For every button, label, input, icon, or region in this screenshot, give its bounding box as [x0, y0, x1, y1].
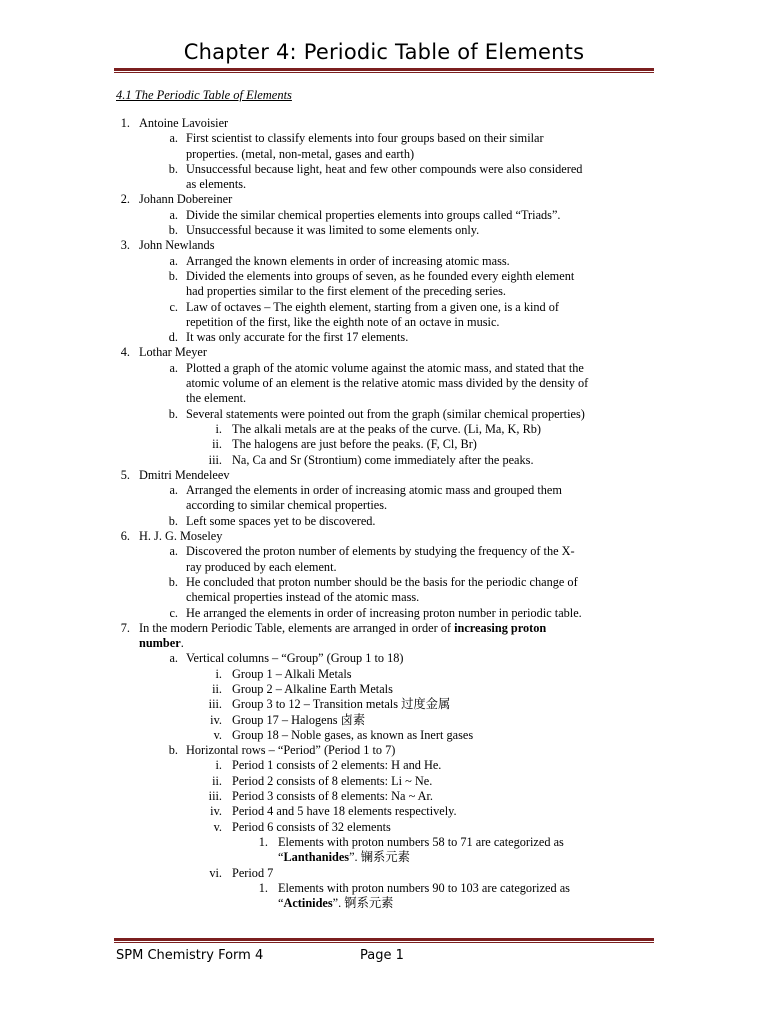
list-marker: a. — [169, 651, 178, 666]
list-text: Left some spaces yet to be discovered. — [186, 513, 376, 528]
list-marker: i. — [215, 758, 222, 773]
list-text: Several statements were pointed out from the graph (similar chemical properties) — [186, 406, 585, 421]
list-text: The halogens are just before the peaks. (F, Cl, Br) — [232, 437, 477, 452]
list-line — [0, 468, 768, 483]
list-text: ray produced by each element. — [186, 559, 337, 574]
list-line — [0, 560, 768, 575]
list-marker: a. — [169, 207, 178, 222]
list-text: Horizontal rows – “Period” (Period 1 to 7) — [186, 743, 396, 758]
list-marker: ii. — [212, 437, 222, 452]
list-text: Group 18 – Noble gases, as known as Inert gases — [232, 727, 474, 742]
list-line — [0, 162, 768, 177]
bold-term: Lanthanides — [283, 850, 350, 865]
list-text: Period 3 consists of 8 elements: Na ~ Ar. — [232, 789, 433, 804]
list-line — [0, 483, 768, 498]
list-line — [0, 850, 768, 865]
list-text: He arranged the elements in order of increasing proton number in periodic table. — [186, 605, 582, 620]
list-text: Dmitri Mendeleev — [139, 467, 230, 482]
list-line — [0, 866, 768, 881]
list-marker: vi. — [209, 865, 222, 880]
list-line — [0, 758, 768, 773]
list-text: chemical properties instead of the atomic mass. — [186, 590, 420, 605]
list-text: Vertical columns – “Group” (Group 1 to 18) — [186, 651, 404, 666]
list-marker: 7. — [120, 620, 130, 635]
page-title: Chapter 4: Periodic Table of Elements — [183, 40, 585, 64]
list-text: properties. (metal, non-metal, gases and earth) — [186, 146, 415, 161]
list-marker: a. — [169, 360, 178, 375]
list-text: Period 2 consists of 8 elements: Li ~ Ne. — [232, 773, 433, 788]
list-line — [0, 300, 768, 315]
list-marker: 2. — [120, 192, 130, 207]
list-text: Divide the similar chemical properties elements into groups called “Triads”. — [186, 207, 561, 222]
list-text: the element. — [186, 391, 247, 406]
list-line — [0, 713, 768, 728]
list-marker: ii. — [212, 773, 222, 788]
list-line — [0, 238, 768, 253]
bold-term: Actinides — [283, 896, 333, 911]
list-marker: iii. — [208, 789, 222, 804]
list-line — [0, 345, 768, 360]
section-heading: 4.1 The Periodic Table of Elements — [116, 88, 292, 102]
list-text: It was only accurate for the first 17 elements. — [186, 330, 409, 345]
list-marker: a. — [169, 483, 178, 498]
list-marker: 6. — [120, 529, 130, 544]
list-line — [0, 116, 768, 131]
list-text: Group 2 – Alkaline Earth Metals — [232, 681, 393, 696]
list-line — [0, 223, 768, 238]
bold-term: increasing proton — [454, 620, 547, 635]
list-text: Group 3 to 12 – Transition metals 过度金属 — [232, 697, 451, 712]
list-line — [0, 315, 768, 330]
list-line — [0, 284, 768, 299]
list-line — [0, 621, 768, 636]
list-text: repetition of the first, like the eighth note of an octave in music. — [186, 314, 500, 329]
list-line — [0, 147, 768, 162]
list-marker: i. — [215, 666, 222, 681]
list-line — [0, 697, 768, 712]
document-body — [0, 116, 768, 911]
list-marker: d. — [168, 330, 178, 345]
list-marker: iii. — [208, 697, 222, 712]
list-marker: i. — [215, 421, 222, 436]
list-line — [0, 269, 768, 284]
list-marker: 3. — [120, 238, 130, 253]
list-line — [0, 682, 768, 697]
list-marker: 5. — [120, 467, 130, 482]
list-text: He concluded that proton number should be the basis for the periodic change of — [186, 574, 578, 589]
list-text: according to similar chemical properties. — [186, 498, 388, 513]
list-marker: 1. — [120, 116, 130, 130]
list-text: The alkali metals are at the peaks of the curve. (Li, Ma, K, Rb) — [232, 421, 542, 436]
list-text: Lothar Meyer — [139, 345, 207, 360]
list-line — [0, 254, 768, 269]
list-marker: 4. — [120, 345, 130, 360]
list-line — [0, 437, 768, 452]
list-line — [0, 575, 768, 590]
list-text: Divided the elements into groups of seven, as he founded every eighth element — [186, 268, 575, 283]
list-text: H. J. G. Moseley — [139, 529, 223, 544]
list-line — [0, 774, 768, 789]
list-marker: 1. — [258, 834, 268, 849]
list-text: Arranged the elements in order of increasing atomic mass and grouped them — [186, 483, 562, 498]
list-marker: c. — [169, 299, 178, 314]
list-text: atomic volume of an element is the relative atomic mass divided by the density of — [186, 376, 589, 391]
list-line — [0, 636, 768, 651]
list-marker: b. — [168, 223, 178, 238]
list-line — [0, 590, 768, 605]
list-line — [0, 407, 768, 422]
list-line — [0, 208, 768, 223]
list-text: Period 6 consists of 32 elements — [232, 819, 391, 834]
list-marker: iii. — [208, 452, 222, 467]
list-line — [0, 361, 768, 376]
list-line — [0, 606, 768, 621]
list-text: Unsuccessful because it was limited to some elements only. — [186, 223, 480, 238]
list-marker: b. — [168, 513, 178, 528]
list-text: First scientist to classify elements into four groups based on their similar — [186, 131, 544, 146]
list-text: Elements with proton numbers 90 to 103 are categorized as — [278, 880, 570, 895]
list-text: “Actinides”. 锕系元素 — [278, 896, 394, 911]
list-marker: c. — [169, 605, 178, 620]
list-text: Discovered the proton number of elements by studying the frequency of the X- — [186, 544, 575, 559]
list-text: In the modern Periodic Table, elements are arranged in order of increasing proton — [139, 620, 547, 635]
footer-course: SPM Chemistry Form 4 — [116, 948, 264, 963]
footer-page-number: Page 1 — [360, 948, 404, 963]
list-text: Na, Ca and Sr (Strontium) come immediately after the peaks. — [232, 452, 534, 467]
list-marker: b. — [168, 574, 178, 589]
list-marker: iv. — [210, 712, 222, 727]
header-rule — [114, 68, 654, 73]
list-line — [0, 514, 768, 529]
list-text: Arranged the known elements in order of increasing atomic mass. — [186, 253, 510, 268]
list-marker: a. — [169, 544, 178, 559]
list-marker: a. — [169, 131, 178, 146]
footer-rule — [114, 938, 654, 943]
list-line — [0, 131, 768, 146]
list-line — [0, 651, 768, 666]
list-line — [0, 529, 768, 544]
list-text: Plotted a graph of the atomic volume against the atomic mass, and stated that the — [186, 360, 584, 375]
list-text: Johann Dobereiner — [139, 192, 233, 207]
list-line — [0, 453, 768, 468]
list-text: “Lanthanides”. 镧系元素 — [278, 850, 410, 865]
list-marker: b. — [168, 268, 178, 283]
list-line — [0, 835, 768, 850]
list-text: Period 7 — [232, 865, 274, 880]
list-marker: v. — [213, 819, 222, 834]
list-line — [0, 376, 768, 391]
list-text: Group 1 – Alkali Metals — [232, 666, 352, 681]
list-marker: b. — [168, 161, 178, 176]
list-line — [0, 743, 768, 758]
list-text: Elements with proton numbers 58 to 71 are categorized as — [278, 834, 564, 849]
list-line — [0, 789, 768, 804]
list-text: had properties similar to the first element of the preceding series. — [186, 284, 506, 299]
list-line — [0, 330, 768, 345]
list-line — [0, 192, 768, 207]
bold-term: number — [139, 636, 181, 651]
list-text: Law of octaves – The eighth element, starting from a given one, is a kind of — [186, 299, 560, 314]
list-marker: b. — [168, 406, 178, 421]
list-line — [0, 391, 768, 406]
list-line — [0, 728, 768, 743]
list-line — [0, 804, 768, 819]
list-marker: b. — [168, 743, 178, 758]
list-line — [0, 896, 768, 911]
list-line — [0, 667, 768, 682]
list-line — [0, 498, 768, 513]
list-marker: 1. — [258, 880, 268, 895]
list-text: Antoine Lavoisier — [139, 116, 229, 130]
list-text: Period 1 consists of 2 elements: H and He. — [232, 758, 442, 773]
list-marker: ii. — [212, 681, 222, 696]
list-marker: a. — [169, 253, 178, 268]
list-text: Group 17 – Halogens 卤素 — [232, 712, 366, 727]
list-line — [0, 422, 768, 437]
list-marker: v. — [213, 727, 222, 742]
list-text: Unsuccessful because light, heat and few other compounds were also considered — [186, 161, 583, 176]
list-line — [0, 177, 768, 192]
list-text: Period 4 and 5 have 18 elements respectively. — [232, 804, 457, 819]
list-text: number. — [139, 636, 184, 651]
list-text: as elements. — [186, 177, 247, 192]
list-marker: iv. — [210, 804, 222, 819]
list-text: John Newlands — [139, 238, 215, 253]
list-line — [0, 820, 768, 835]
list-line — [0, 881, 768, 896]
list-line — [0, 544, 768, 559]
